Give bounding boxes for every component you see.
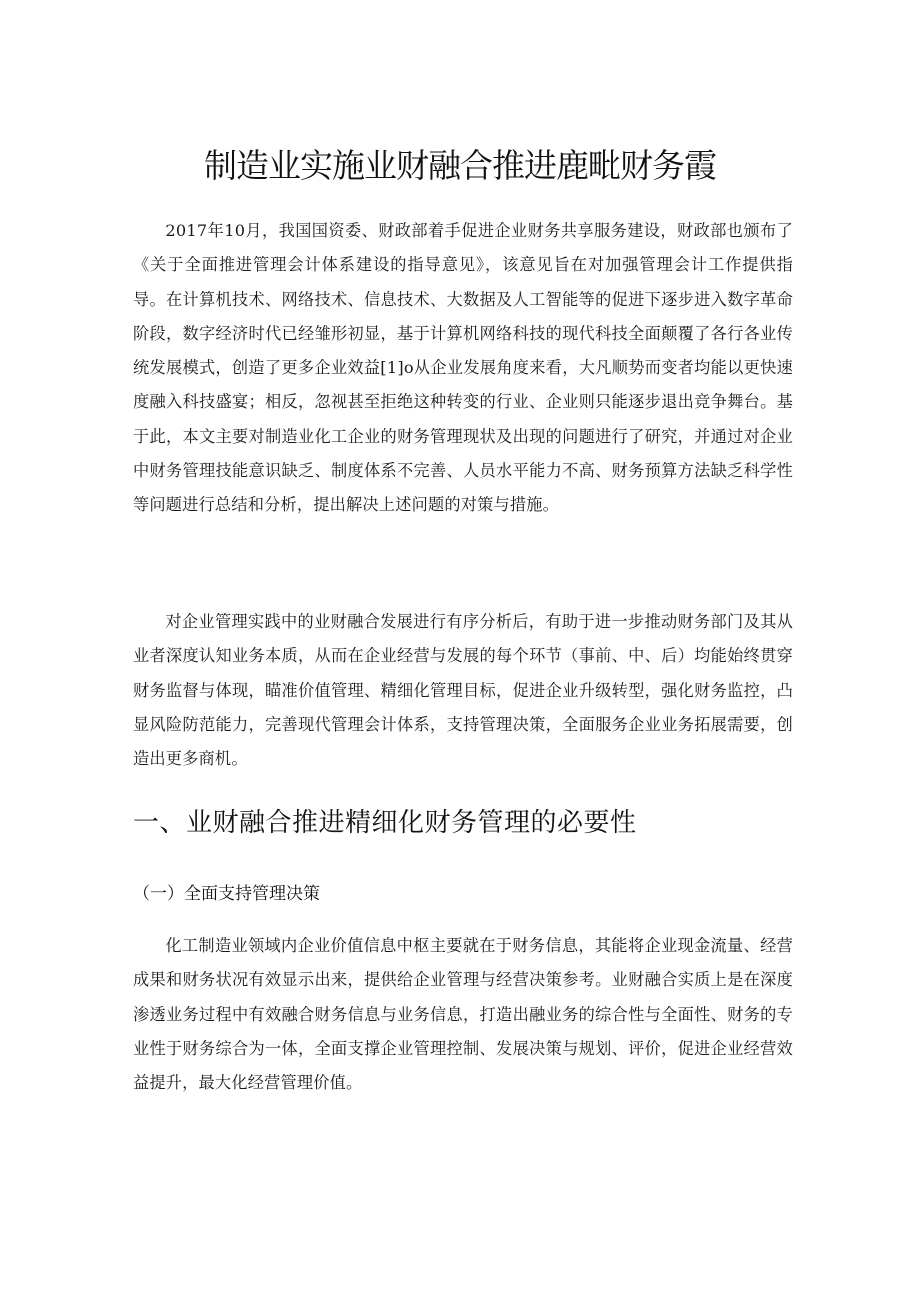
section-heading: 一、业财融合推进精细化财务管理的必要性: [133, 808, 637, 838]
paragraph-analysis: 对企业管理实践中的业财融合发展进行有序分析后，有助于进一步推动财务部门及其从业者深度认知业务本质，从而在企业经营与发展的每个环节（事前、中、后）均能始终贯穿财务监督与体现，瞄准价值管理、精细化管理目标，促进企业升级转型，强化财务监控，凸显风险防范能力，完善现代管理会计体系，支持管理决策，全面服务企业业务拓展需要，创造出更多商机。: [133, 612, 793, 769]
paragraph-decision-support: 化工制造业领域内企业价值信息中枢主要就在于财务信息，其能将企业现金流量、经营成果和财务状况有效显示出来，提供给企业管理与经营决策参考。业财融合实质上是在深度渗透业务过程中有效融合财务信息与业务信息，打造出融业务的综合性与全面性、财务的专业性于财务综合为一体，全面支撑企业管理控制、发展决策与规划、评价，促进企业经营效益提升，最大化经营管理价值。: [133, 936, 793, 1093]
subsection-heading: （一）全面支持管理决策: [133, 884, 320, 904]
document-title: 制造业实施业财融合推进鹿毗财务霞: [204, 146, 716, 185]
paragraph-intro: 2017年10月，我国国资委、财政部着手促进企业财务共享服务建设，财政部也颁布了《关于全面推进管理会计体系建设的指导意见》，该意见旨在对加强管理会计工作提供指导。在计算机技术、网络技术、信息技术、大数据及人工智能等的促进下逐步进入数字革命阶段，数字经济时代已经雏形初显，基于计算机网络科技的现代科技全面颠覆了各行各业传统发展模式，创造了更多企业效益[1]o从企业发展角度来看，大凡顺势而变者均能以更快速度融入科技盛宴；相反，忽视甚至拒绝这种转变的行业、企业则只能逐步退出竞争舞台。基于此，本文主要对制造业化工企业的财务管理现状及出现的问题进行了研究，并通过对企业中财务管理技能意识缺乏、制度体系不完善、人员水平能力不高、财务预算方法缺乏科学性等问题进行总结和分析，提出解决上述问题的对策与措施。: [133, 221, 793, 515]
